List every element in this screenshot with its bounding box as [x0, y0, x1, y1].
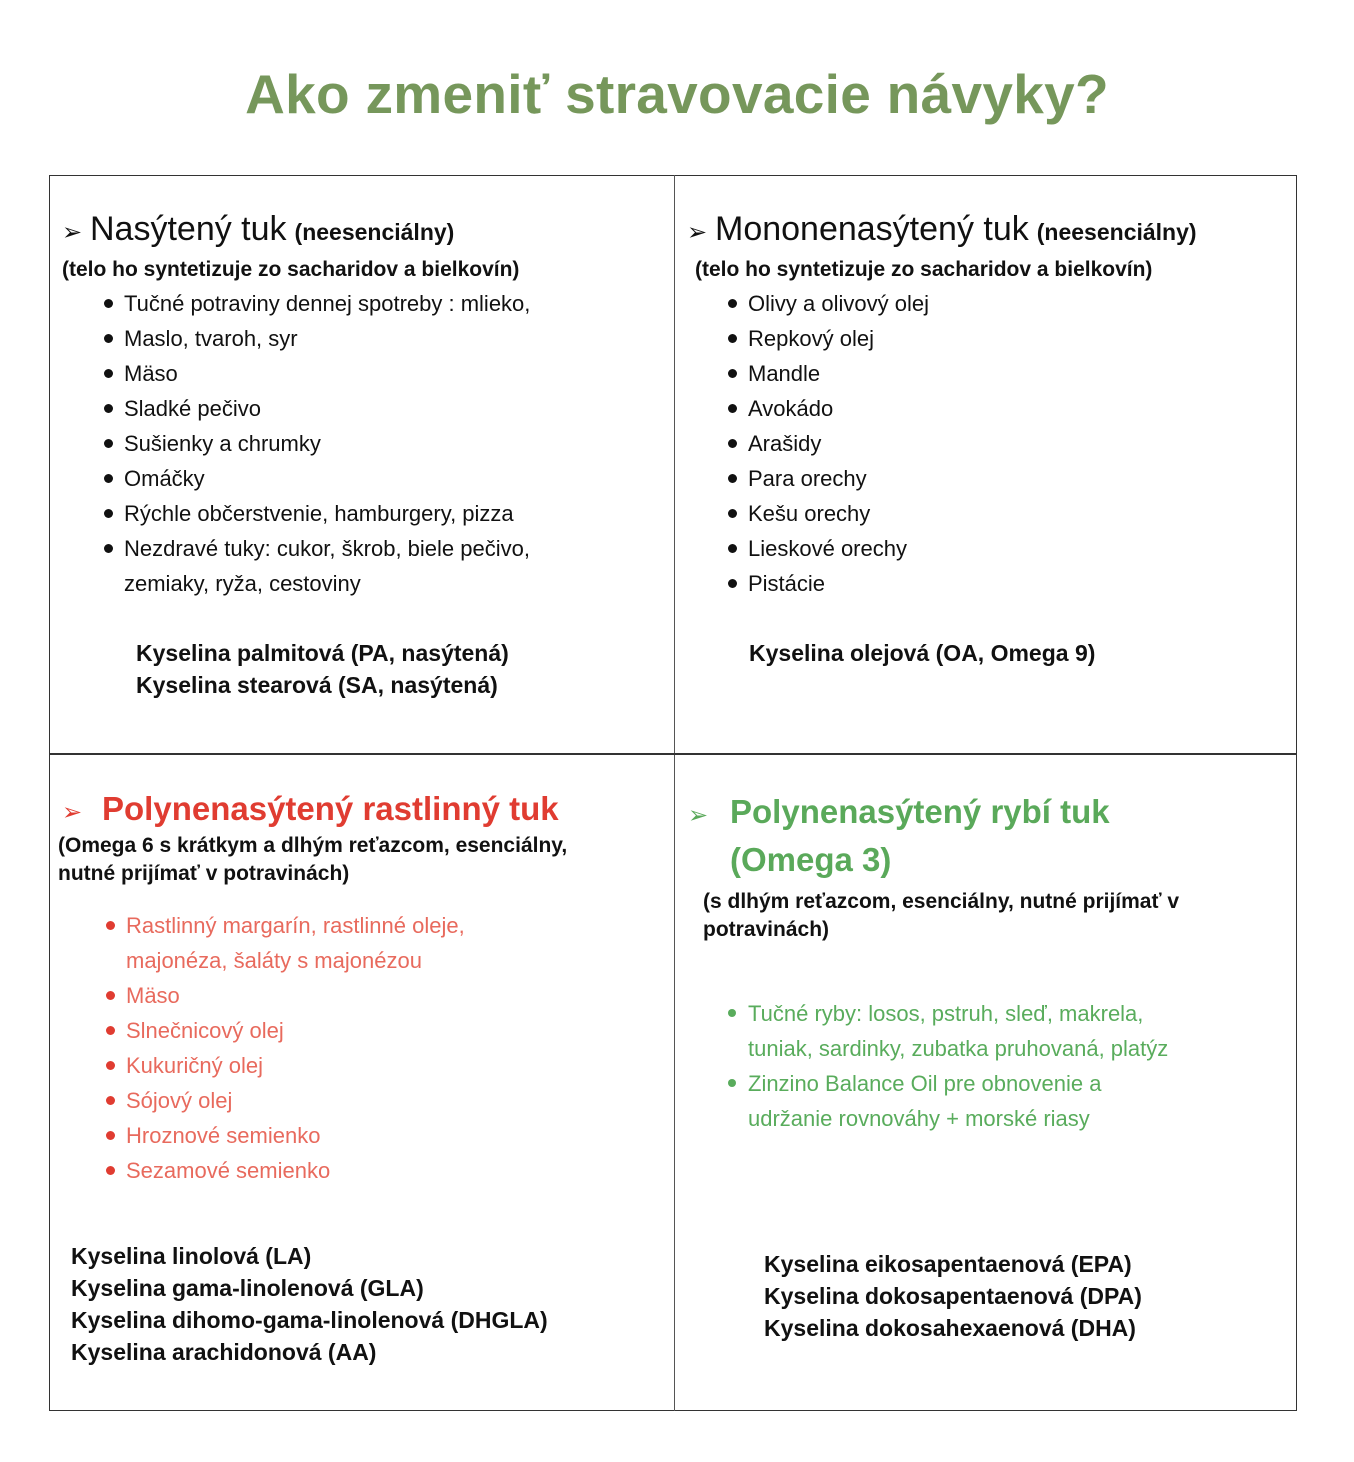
list-item: Kukuričný olej — [106, 1048, 670, 1083]
bullet-icon — [104, 439, 113, 448]
bullet-icon — [106, 1131, 115, 1140]
acid-line: Kyselina gama-linolenová (GLA) — [71, 1275, 424, 1301]
bullet-icon — [728, 509, 737, 518]
bullet-icon — [728, 579, 737, 588]
mono-acids — [749, 637, 1292, 669]
list-item: Repkový olej — [728, 321, 1292, 356]
list-item: Olivy a olivový olej — [728, 286, 1292, 321]
list-item: Sušienky a chrumky — [104, 426, 667, 461]
bullet-icon — [104, 474, 113, 483]
list-item: Sladké pečivo — [104, 391, 667, 426]
bullet-icon — [106, 1061, 115, 1070]
acid-line: Kyselina stearová (SA, nasýtená) — [136, 672, 498, 698]
list-item: Hroznové semienko — [106, 1118, 670, 1153]
list-item: Nezdravé tuky: cukor, škrob, biele pečivo, zemiaky, ryža, cestoviny — [104, 531, 667, 601]
list-item: Mäso — [104, 356, 667, 391]
quadrant-poly-fish-fat — [688, 790, 1288, 1344]
bullet-icon — [104, 369, 113, 378]
list-item: Lieskové orechy — [728, 531, 1292, 566]
bullet-icon — [106, 1166, 115, 1175]
saturated-acids — [136, 637, 667, 701]
arrow-icon: ➢ — [62, 799, 83, 826]
list-item: Zinzino Balance Oil pre obnovenie a udržanie rovnováhy + morské riasy — [728, 1066, 1288, 1136]
acid-line: Kyselina linolová (LA) — [71, 1243, 312, 1269]
acid-line: Kyselina dokosapentaenová (DPA) — [764, 1283, 1142, 1309]
grid-horizontal-divider — [49, 753, 1297, 755]
bullet-icon — [728, 1009, 736, 1017]
poly-fish-acids — [764, 1248, 1288, 1344]
list-item: Avokádo — [728, 391, 1292, 426]
poly-fish-heading — [688, 790, 1288, 882]
page-title: Ako zmeniť stravovacie návyky? — [245, 63, 1109, 125]
list-item: Mäso — [106, 978, 670, 1013]
bullet-icon — [104, 334, 113, 343]
bullet-icon — [728, 544, 737, 553]
poly-fish-heading-title: Polynenasýtený rybí tuk — [730, 793, 1110, 830]
bullet-icon — [104, 299, 113, 308]
list-item: Rastlinný margarín, rastlinné oleje, majonéza, šaláty s majonézou — [106, 908, 670, 978]
quadrant-poly-plant-fat — [58, 790, 670, 1368]
mono-heading-title: Mononenasýtený tuk — [715, 210, 1029, 248]
acid-line: Kyselina dokosahexaenová (DHA) — [764, 1315, 1136, 1341]
arrow-icon: ➢ — [62, 219, 83, 246]
poly-fish-food-list — [728, 996, 1288, 1136]
mono-food-list — [728, 286, 1292, 601]
list-item: Mandle — [728, 356, 1292, 391]
bullet-icon — [106, 1026, 115, 1035]
bullet-icon — [728, 474, 737, 483]
mono-heading-sub: (neesenciálny) — [1036, 219, 1197, 245]
saturated-heading-title: Nasýtený tuk — [90, 210, 287, 248]
bullet-icon — [104, 509, 113, 518]
bullet-icon — [728, 299, 737, 308]
list-item: Arašidy — [728, 426, 1292, 461]
poly-fish-heading-omega: (Omega 3) — [730, 841, 892, 878]
list-item: Tučné ryby: losos, pstruh, sleď, makrela, tuniak, sardinky, zubatka pruhovaná, platýz — [728, 996, 1288, 1066]
list-item: Rýchle občerstvenie, hamburgery, pizza — [104, 496, 667, 531]
arrow-icon: ➢ — [688, 802, 709, 829]
list-item: Para orechy — [728, 461, 1292, 496]
poly-fish-note: (s dlhým reťazcom, esenciálny, nutné prijímať v potravinách) — [703, 890, 1180, 941]
list-item: Omáčky — [104, 461, 667, 496]
mono-note: (telo ho syntetizuje zo sacharidov a bielkovín) — [695, 258, 1153, 281]
acid-line: Kyselina olejová (OA, Omega 9) — [749, 640, 1096, 666]
quadrant-saturated-fat — [62, 210, 667, 701]
grid-vertical-divider — [674, 175, 675, 1411]
poly-plant-acids — [71, 1240, 670, 1368]
list-item: Sezamové semienko — [106, 1153, 670, 1188]
mono-heading — [687, 210, 1292, 249]
list-item: Tučné potraviny dennej spotreby : mlieko, — [104, 286, 667, 321]
acid-line: Kyselina dihomo-gama-linolenová (DHGLA) — [71, 1307, 548, 1333]
bullet-icon — [728, 439, 737, 448]
saturated-food-list — [104, 286, 667, 601]
saturated-heading — [62, 210, 667, 249]
bullet-icon — [104, 544, 113, 553]
bullet-icon — [106, 1096, 115, 1105]
poly-plant-heading-title: Polynenasýtený rastlinný tuk — [102, 790, 559, 827]
acid-line: Kyselina eikosapentaenová (EPA) — [764, 1251, 1132, 1277]
list-item: Kešu orechy — [728, 496, 1292, 531]
poly-plant-food-list — [106, 908, 670, 1188]
bullet-icon — [728, 1079, 736, 1087]
quadrant-monounsaturated-fat — [687, 210, 1292, 669]
acid-line: Kyselina palmitová (PA, nasýtená) — [136, 640, 509, 666]
list-item: Sójový olej — [106, 1083, 670, 1118]
bullet-icon — [104, 404, 113, 413]
list-item: Pistácie — [728, 566, 1292, 601]
arrow-icon: ➢ — [687, 219, 708, 246]
saturated-heading-sub: (neesenciálny) — [294, 219, 455, 245]
saturated-note: (telo ho syntetizuje zo sacharidov a bielkovín) — [62, 258, 520, 281]
acid-line: Kyselina arachidonová (AA) — [71, 1339, 377, 1365]
bullet-icon — [728, 369, 737, 378]
list-item: Slnečnicový olej — [106, 1013, 670, 1048]
bullet-icon — [728, 334, 737, 343]
bullet-icon — [106, 921, 115, 930]
poly-plant-note: (Omega 6 s krátkym a dlhým reťazcom, esenciálny, nutné prijímať v potravinách) — [58, 834, 568, 885]
list-item: Maslo, tvaroh, syr — [104, 321, 667, 356]
bullet-icon — [106, 991, 115, 1000]
bullet-icon — [728, 404, 737, 413]
poly-plant-heading — [58, 790, 670, 828]
